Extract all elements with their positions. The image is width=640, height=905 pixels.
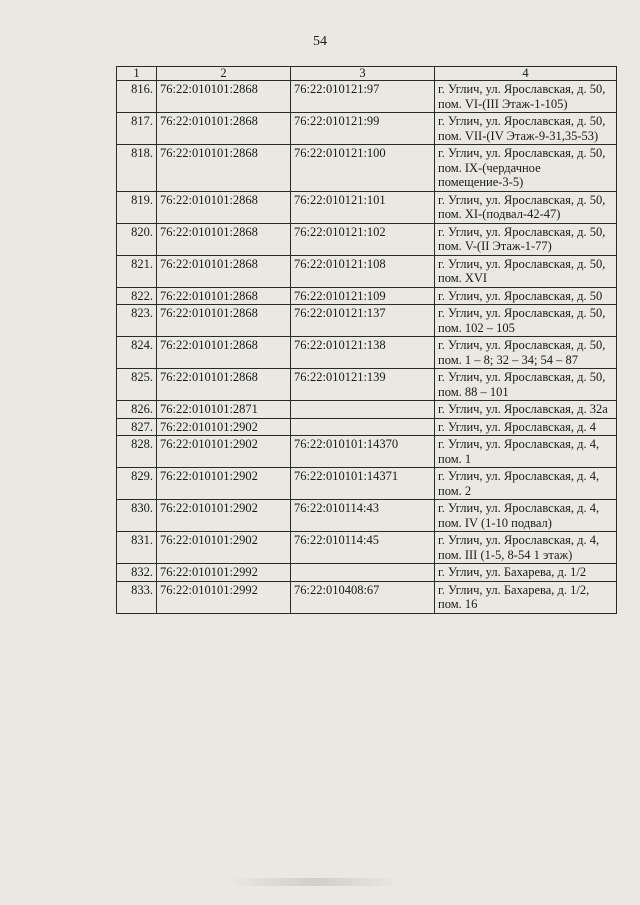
- object-number-cell: [291, 401, 435, 419]
- table-row: [117, 369, 617, 401]
- row-number-cell: 821.: [117, 255, 157, 287]
- address-cell: г. Углич, ул. Ярославская, д. 50, пом. IX-(чердачное помещение-3-5): [435, 145, 617, 192]
- address-cell: г. Углич, ул. Бахарева, д. 1/2, пом. 16: [435, 581, 617, 613]
- address-cell: г. Углич, ул. Ярославская, д. 50, пом. V-(II Этаж-1-77): [435, 223, 617, 255]
- table-row: [117, 337, 617, 369]
- address-cell: г. Углич, ул. Ярославская, д. 50: [435, 287, 617, 305]
- parcel-number-cell: 76:22:010101:2902: [157, 418, 291, 436]
- parcel-number-cell: 76:22:010101:2868: [157, 369, 291, 401]
- scan-smudge: [230, 878, 400, 886]
- parcel-number-cell: 76:22:010101:2992: [157, 581, 291, 613]
- object-number-cell: 76:22:010121:108: [291, 255, 435, 287]
- object-number-cell: 76:22:010408:67: [291, 581, 435, 613]
- address-cell: г. Углич, ул. Бахарева, д. 1/2: [435, 564, 617, 582]
- object-number-cell: 76:22:010121:97: [291, 81, 435, 113]
- header-col-1: 1: [117, 67, 157, 81]
- table-row: [117, 113, 617, 145]
- object-number-cell: 76:22:010114:45: [291, 532, 435, 564]
- table-row: [117, 500, 617, 532]
- parcel-number-cell: 76:22:010101:2868: [157, 255, 291, 287]
- address-cell: г. Углич, ул. Ярославская, д. 50, пом. XVI: [435, 255, 617, 287]
- row-number-cell: 828.: [117, 436, 157, 468]
- row-number-cell: 822.: [117, 287, 157, 305]
- parcel-number-cell: 76:22:010101:2868: [157, 337, 291, 369]
- parcel-number-cell: 76:22:010101:2868: [157, 145, 291, 192]
- address-cell: г. Углич, ул. Ярославская, д. 4, пом. III (1-5, 8-54 1 этаж): [435, 532, 617, 564]
- row-number-cell: 833.: [117, 581, 157, 613]
- table-row: [117, 418, 617, 436]
- row-number-cell: 830.: [117, 500, 157, 532]
- row-number-cell: 820.: [117, 223, 157, 255]
- page-number: 54: [313, 34, 327, 49]
- object-number-cell: 76:22:010121:100: [291, 145, 435, 192]
- object-number-cell: 76:22:010114:43: [291, 500, 435, 532]
- parcel-number-cell: 76:22:010101:2868: [157, 223, 291, 255]
- row-number-cell: 818.: [117, 145, 157, 192]
- table-row: [117, 81, 617, 113]
- table-row: [117, 468, 617, 500]
- table-row: [117, 436, 617, 468]
- registry-table: [116, 66, 617, 614]
- table-row: [117, 287, 617, 305]
- object-number-cell: 76:22:010121:99: [291, 113, 435, 145]
- object-number-cell: 76:22:010101:14371: [291, 468, 435, 500]
- address-cell: г. Углич, ул. Ярославская, д. 4, пом. 1: [435, 436, 617, 468]
- object-number-cell: [291, 418, 435, 436]
- row-number-cell: 826.: [117, 401, 157, 419]
- parcel-number-cell: 76:22:010101:2902: [157, 500, 291, 532]
- row-number-cell: 825.: [117, 369, 157, 401]
- row-number-cell: 832.: [117, 564, 157, 582]
- address-cell: г. Углич, ул. Ярославская, д. 4, пом. IV (1-10 подвал): [435, 500, 617, 532]
- row-number-cell: 817.: [117, 113, 157, 145]
- object-number-cell: [291, 564, 435, 582]
- parcel-number-cell: 76:22:010101:2902: [157, 436, 291, 468]
- table-row: [117, 191, 617, 223]
- table-row: [117, 145, 617, 192]
- table-row: [117, 401, 617, 419]
- parcel-number-cell: 76:22:010101:2902: [157, 468, 291, 500]
- row-number-cell: 819.: [117, 191, 157, 223]
- row-number-cell: 827.: [117, 418, 157, 436]
- address-cell: г. Углич, ул. Ярославская, д. 50, пом. VII-(IV Этаж-9-31,35-53): [435, 113, 617, 145]
- row-number-cell: 829.: [117, 468, 157, 500]
- address-cell: г. Углич, ул. Ярославская, д. 32а: [435, 401, 617, 419]
- row-number-cell: 824.: [117, 337, 157, 369]
- row-number-cell: 831.: [117, 532, 157, 564]
- header-col-2: 2: [157, 67, 291, 81]
- parcel-number-cell: 76:22:010101:2868: [157, 287, 291, 305]
- parcel-number-cell: 76:22:010101:2868: [157, 305, 291, 337]
- parcel-number-cell: 76:22:010101:2992: [157, 564, 291, 582]
- address-cell: г. Углич, ул. Ярославская, д. 4, пом. 2: [435, 468, 617, 500]
- table-row: [117, 564, 617, 582]
- parcel-number-cell: 76:22:010101:2871: [157, 401, 291, 419]
- object-number-cell: 76:22:010121:109: [291, 287, 435, 305]
- table-row: [117, 305, 617, 337]
- address-cell: г. Углич, ул. Ярославская, д. 50, пом. 102 – 105: [435, 305, 617, 337]
- object-number-cell: 76:22:010121:137: [291, 305, 435, 337]
- table-body: [117, 81, 617, 614]
- table-row: [117, 532, 617, 564]
- parcel-number-cell: 76:22:010101:2868: [157, 81, 291, 113]
- table-row: [117, 255, 617, 287]
- header-col-4: 4: [435, 67, 617, 81]
- table-row: [117, 581, 617, 613]
- object-number-cell: 76:22:010121:139: [291, 369, 435, 401]
- row-number-cell: 823.: [117, 305, 157, 337]
- parcel-number-cell: 76:22:010101:2902: [157, 532, 291, 564]
- parcel-number-cell: 76:22:010101:2868: [157, 113, 291, 145]
- object-number-cell: 76:22:010121:101: [291, 191, 435, 223]
- address-cell: г. Углич, ул. Ярославская, д. 4: [435, 418, 617, 436]
- table-row: [117, 223, 617, 255]
- address-cell: г. Углич, ул. Ярославская, д. 50, пом. VI-(III Этаж-1-105): [435, 81, 617, 113]
- address-cell: г. Углич, ул. Ярославская, д. 50, пом. 88 – 101: [435, 369, 617, 401]
- object-number-cell: 76:22:010101:14370: [291, 436, 435, 468]
- parcel-number-cell: 76:22:010101:2868: [157, 191, 291, 223]
- address-cell: г. Углич, ул. Ярославская, д. 50, пом. XI-(подвал-42-47): [435, 191, 617, 223]
- row-number-cell: 816.: [117, 81, 157, 113]
- object-number-cell: 76:22:010121:102: [291, 223, 435, 255]
- table-header-row: [117, 67, 617, 81]
- address-cell: г. Углич, ул. Ярославская, д. 50, пом. 1 – 8; 32 – 34; 54 – 87: [435, 337, 617, 369]
- object-number-cell: 76:22:010121:138: [291, 337, 435, 369]
- header-col-3: 3: [291, 67, 435, 81]
